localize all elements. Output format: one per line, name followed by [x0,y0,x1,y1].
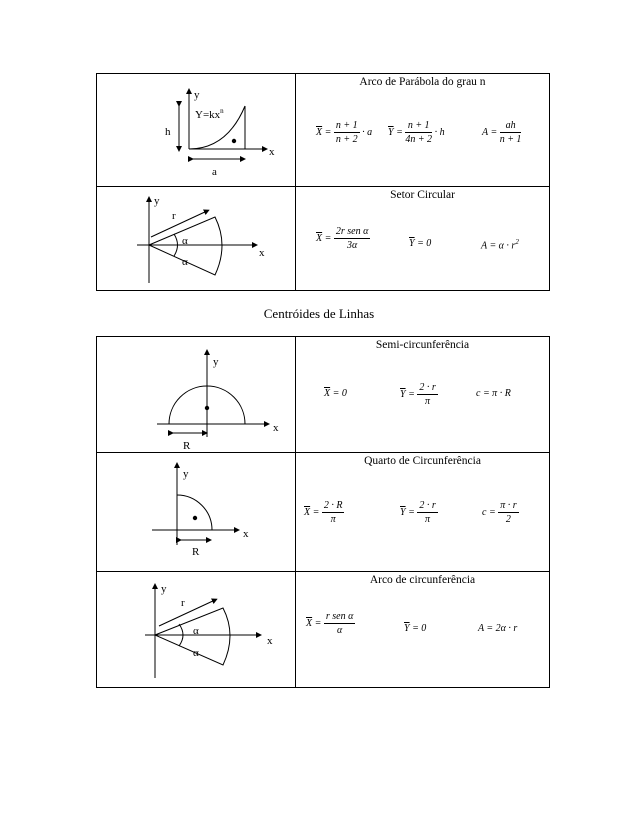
row-title: Arco de circunferência [369,574,476,586]
table-lines [96,336,550,688]
figure-arc-cell [97,572,296,688]
formula-y-bar: $\overline{Y} = 0$ [409,238,432,249]
formula-area: A = $\frac{ah}{n + 1}$ [482,120,522,145]
label-x: x [259,247,265,259]
formula-x-bar: $\overline{X}$ = $\frac{\text{2r sen α}}{3\alpha}$ [316,226,369,251]
label-r: r [181,597,185,609]
label-y: y [154,195,160,207]
row-sector [97,186,549,291]
formula-length: A = 2α · r [478,623,518,634]
sector-figure [97,187,295,291]
figure-semicircle-cell [97,337,296,452]
figure-sector-cell [97,187,296,291]
formula-length: c = $\frac{\pi \cdot r}{2}$ [482,500,517,525]
row-title: Quarto de Circunferência [364,455,481,467]
formula-y-bar: $\overline{Y}$ = $\frac{2 \cdot r}{\pi}$ [400,500,436,525]
centroid-dot [205,406,209,410]
formula-semicircle-cell [296,337,549,452]
label-R: R [192,546,200,558]
label-alpha-1: α [193,625,199,637]
label-x: x [267,635,273,647]
formula-y-bar: $\overline{Y}$ = $\frac{n + 1}{4n + 2}$ · h [388,120,445,145]
label-r: r [172,210,176,222]
label-equation: $Y=kx^n$ [195,107,224,121]
quarter-arc [177,495,212,530]
formula-area: $A = \alpha \cdot r^2$ [481,238,519,252]
formula-x-bar: $\overline{X}$ = $\frac{\text{r sen α}}{\alpha}$ [306,611,354,636]
centroid-dot [193,516,197,520]
label-x: x [273,422,279,434]
formula-x-bar: $\overline{X}$ = $\frac{2 \cdot R}{\pi}$ [304,500,343,525]
table-areas [96,73,550,291]
label-y: y [161,583,167,595]
arc-figure [97,572,295,688]
formula-x-bar: $\overline{X}$ = $\frac{n + 1}{n + 2}$ · a [316,120,373,145]
formula-quarter-cell [296,453,549,572]
label-y: y [194,89,200,101]
row-semicircle [97,337,549,452]
formula-y-bar: $\overline{Y} = 0$ [404,623,427,634]
section-heading: Centróides de Linhas [263,306,375,321]
formula-arc-cell [296,572,549,688]
row-parabola [97,74,549,186]
label-alpha-2: α [193,647,199,659]
quarter-circle-figure [97,453,295,572]
row-title: Setor Circular [390,189,455,201]
label-R: R [183,440,191,452]
row-quarter-circle [97,452,549,572]
formula-x-bar: $\overline{X} = 0$ [324,388,347,399]
parabola-figure [97,74,295,186]
row-title: Arco de Parábola do grau n [359,76,486,88]
formula-y-bar: $\overline{Y}$ = $\frac{2 \cdot r}{\pi}$ [400,382,436,407]
figure-quarter-cell [97,453,296,572]
label-alpha-2: α [182,256,188,268]
label-a: a [212,166,217,178]
label-y: y [213,356,219,368]
formula-parabola-cell [296,74,549,186]
label-alpha-1: α [182,235,188,247]
semicircle-figure [97,337,295,452]
row-arc [97,571,549,688]
label-h: h [165,126,171,138]
row-title: Semi-circunferência [375,339,470,351]
label-y: y [183,468,189,480]
label-x: x [269,146,275,158]
centroid-dot [232,139,236,143]
label-x: x [243,528,249,540]
formula-sector-cell [296,187,549,291]
formula-length: c = π · R [476,388,511,399]
figure-parabola-cell [97,74,296,186]
